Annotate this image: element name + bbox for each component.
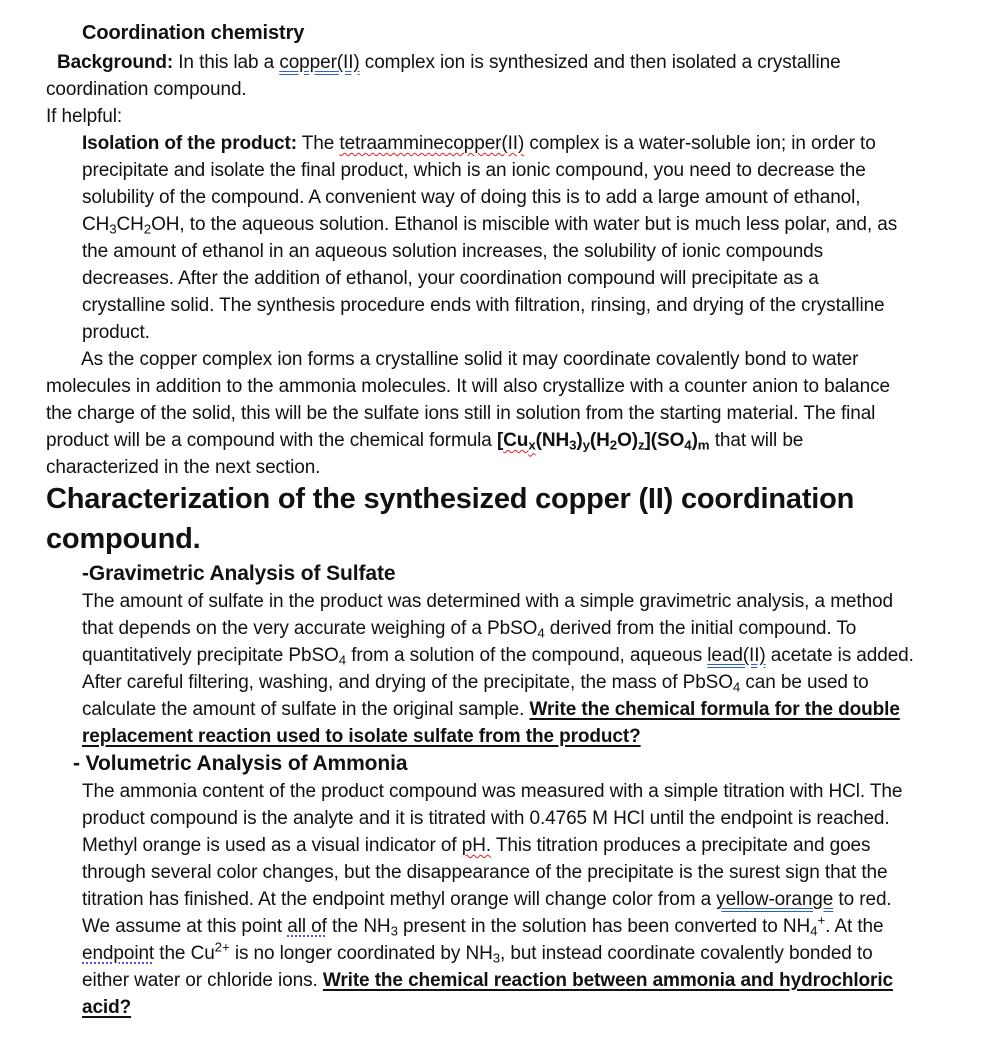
isolation-label: Isolation of the product: [82,133,297,154]
spellcheck-term: tetraamminecopper(II) [339,133,525,154]
lead-ii-link: lead(II) [707,645,766,666]
volumetric-line-7: endpoint the $Cu^{2+}$ is no longer coordinated by $NH_3$, but instead coordinate covalently bonded to [82,939,873,966]
section-heading-line-2: compound. [46,523,201,555]
volumetric-line-1: The ammonia content of the product compound was measured with a simple titration with HCl. The [82,781,903,802]
isolation-line-2: precipitate and isolate the final product, which is an ionic compound, you need to decrease the [82,160,866,181]
gravimetric-line-2: that depends on the very accurate weighing of a PbSO$_4$ derived from the initial compound. To [82,618,857,641]
volumetric-question: Write the chemical reaction between ammonia and hydrochloric [322,970,893,991]
gravimetric-question-cont: replacement reaction used to isolate sulfate from the product? [82,726,641,747]
volumetric-line-4: through several color changes, but the disappearance of the precipitate is the surest sign that the [82,862,888,883]
gravimetric-question: Write the chemical formula for the double [529,699,900,720]
grammar-all-of: all of [287,916,327,937]
isolation-line-3: solubility of the compound. A convenient way of doing this is to add a large amount of ethanol, [82,187,861,208]
background-label: Background: [57,52,174,73]
gravimetric-heading: -Gravimetric Analysis of Sulfate [82,562,396,585]
background-line-1 [57,49,841,76]
volumetric-line-6: We assume at this point all of the $NH_3$ present in the solution has been converted to $NH_4^+$. At the [82,912,884,939]
text: complex ion is synthesized and then isolated a crystalline [359,52,841,73]
gravimetric-line-5: calculate the amount of sulfate in the original sample. Write the chemical formula for the double [82,699,900,720]
if-helpful-label: If helpful: [46,106,123,127]
background-line-2: coordination compound. [46,79,247,100]
gravimetric-line-1: The amount of sulfate in the product was determined with a simple gravimetric analysis, a method [82,591,893,612]
text: , to the aqueous solution. Ethanol is miscible with water but is much less polar, and, as [179,214,898,235]
copper-para-line-4 [46,427,803,454]
grammar-endpoint: endpoint [82,943,155,964]
volumetric-line-3: Methyl orange is used as a visual indicator of pH. This titration produces a precipitate and goes [82,835,871,856]
volumetric-line-2: product compound is the analyte and it is titrated with 0.4765 M HCl until the endpoint is reached. [82,808,890,829]
copper-para-line-2: molecules in addition to the ammonia molecules. It will also crystallize with a counter anion to balance [46,376,890,397]
isolation-line-8: product. [82,322,150,343]
yellow-orange-link: yellow-orange [716,889,834,910]
text: In this lab a [173,52,280,73]
copper-ii-link: copper(II) [279,52,360,73]
product-formula: $[Cu_x(NH_3)_y(H_2O)_z](SO_4)_m$ [496,430,710,453]
copper-para-line-1: As the copper complex ion forms a crystalline solid it may coordinate covalently bond to water [81,349,859,370]
isolation-line-6: decreases. After the addition of ethanol, your coordination compound will precipitate as a [82,268,819,289]
gravimetric-line-4: After careful filtering, washing, and drying of the precipitate, the mass of PbSO$_4$ can be used to [82,672,869,695]
isolation-line-4 [82,211,897,238]
text: complex is a water-soluble ion; in order to [524,133,876,154]
isolation-line-5: the amount of ethanol in an aqueous solution increases, the solubility of ionic compounds [82,241,824,262]
section-heading-line-1: Characterization of the synthesized copper (II) coordination [46,483,855,515]
document-title: Coordination chemistry [82,22,305,44]
text: The [296,133,340,154]
text: that will be [709,430,804,451]
isolation-line-1 [82,130,876,157]
volumetric-line-5: titration has finished. At the endpoint methyl orange will change color from a yellow-orange to red. [82,889,892,910]
spellcheck-ph: pH. [461,835,492,856]
ethanol-formula: $CH_3CH_2OH$ [82,214,180,237]
volumetric-line-8: either water or chloride ions. Write the chemical reaction between ammonia and hydrochloric [82,970,893,991]
text: product will be a compound with the chemical formula [46,430,497,451]
volumetric-question-cont: acid? [82,997,132,1018]
isolation-line-7: crystalline solid. The synthesis procedure ends with filtration, rinsing, and drying of the crystalline [82,295,885,316]
copper-para-line-3: the charge of the solid, this will be the sulfate ions still in solution from the starting material. The final [46,403,876,424]
volumetric-heading: - Volumetric Analysis of Ammonia [73,752,408,775]
copper-para-line-5: characterized in the next section. [46,457,321,478]
gravimetric-line-3: quantitatively precipitate PbSO$_4$ from a solution of the compound, aqueous lead(II) acetate is added. [82,645,914,668]
